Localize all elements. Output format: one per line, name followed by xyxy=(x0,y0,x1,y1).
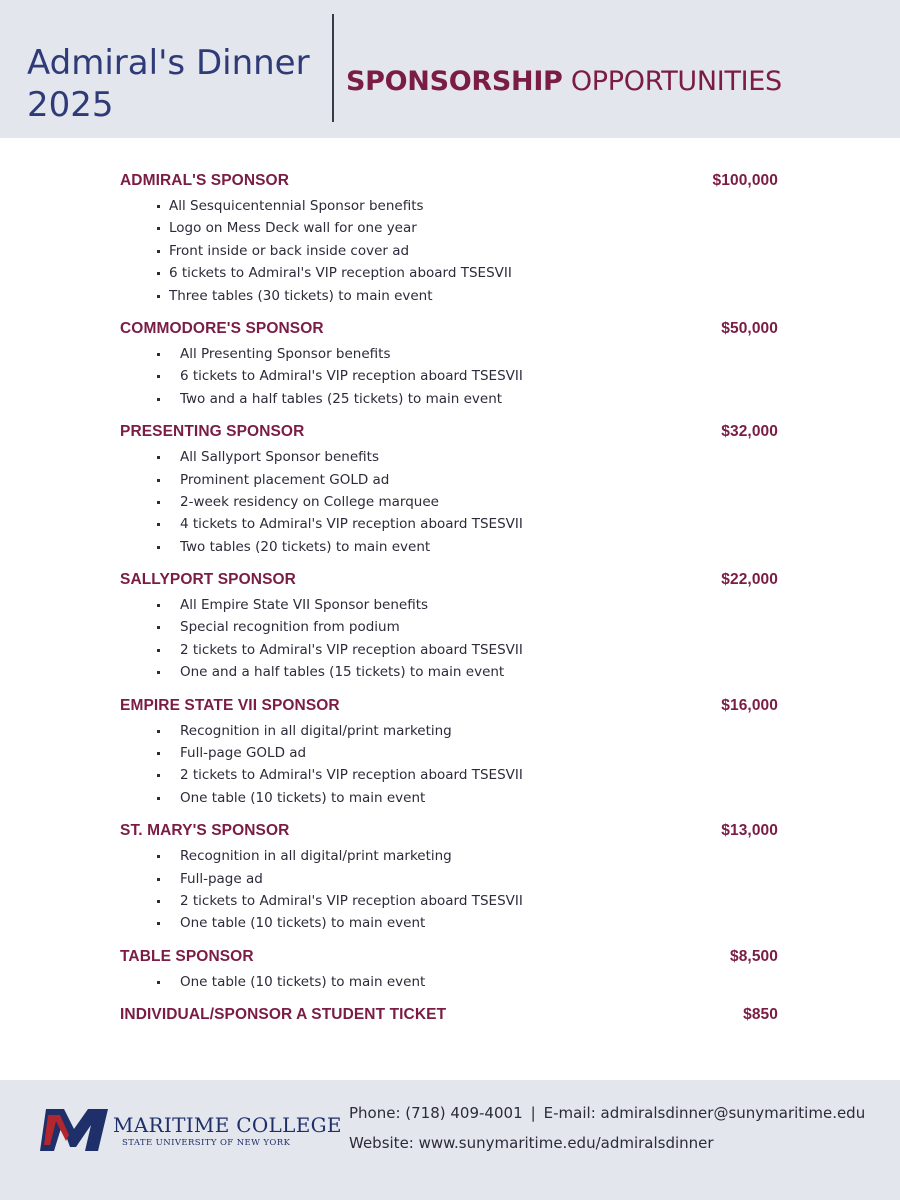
sponsorship-tier xyxy=(120,948,780,993)
tier-header xyxy=(120,948,780,971)
benefit-text: One table (10 tickets) to main event xyxy=(180,973,426,990)
benefit-item xyxy=(120,513,780,535)
tier-price: $50,000 xyxy=(721,319,778,337)
benefit-list xyxy=(120,195,780,307)
bullet-icon xyxy=(157,855,160,858)
bullet-icon xyxy=(157,456,160,459)
benefit-item xyxy=(120,845,780,867)
tier-name: ADMIRAL'S SPONSOR xyxy=(120,172,290,189)
bullet-icon xyxy=(157,479,160,482)
benefit-item xyxy=(120,388,780,410)
bullet-icon xyxy=(157,626,160,629)
tier-name: ST. MARY'S SPONSOR xyxy=(120,822,290,840)
bullet-icon xyxy=(157,546,160,549)
page-heading-light: OPPORTUNITIES xyxy=(570,66,782,97)
benefit-text: All Presenting Sponsor benefits xyxy=(180,345,391,362)
contact-info xyxy=(349,1098,865,1158)
bullet-icon xyxy=(157,398,160,401)
tier-price: $16,000 xyxy=(721,696,778,714)
bullet-icon xyxy=(157,604,160,607)
benefit-text: Recognition in all digital/print marketing xyxy=(180,722,452,739)
maritime-m-icon xyxy=(38,1107,110,1153)
bullet-icon xyxy=(157,730,160,733)
page-heading-bold: SPONSORSHIP xyxy=(346,66,563,97)
bullet-icon xyxy=(157,250,160,253)
benefit-text: Full-page ad xyxy=(180,870,263,887)
logo-subtitle: STATE UNIVERSITY OF NEW YORK xyxy=(122,1138,291,1148)
header-band xyxy=(0,0,900,138)
tier-name: TABLE SPONSOR xyxy=(120,947,254,965)
event-title-line2: 2025 xyxy=(27,85,114,125)
benefit-text: 6 tickets to Admiral's VIP reception aboard TSESVII xyxy=(169,265,512,282)
benefit-item xyxy=(120,594,780,616)
tier-price: $32,000 xyxy=(721,423,778,441)
benefit-text: 2 tickets to Admiral's VIP reception aboard TSESVII xyxy=(180,641,523,658)
tier-name: INDIVIDUAL/SPONSOR A STUDENT TICKET xyxy=(120,1006,447,1024)
benefit-text: All Sallyport Sponsor benefits xyxy=(180,449,379,466)
sponsorship-tier xyxy=(120,571,780,684)
contact-separator: | xyxy=(530,1104,536,1122)
benefit-item xyxy=(120,639,780,661)
benefit-text: Logo on Mess Deck wall for one year xyxy=(169,220,417,237)
benefit-item xyxy=(120,343,780,365)
benefit-item xyxy=(120,195,780,217)
event-title xyxy=(27,42,317,126)
benefit-item xyxy=(120,285,780,307)
benefit-text: Recognition in all digital/print marketing xyxy=(180,848,452,865)
sponsorship-tier-list xyxy=(120,172,780,1042)
bullet-icon xyxy=(157,227,160,230)
benefit-text: 2 tickets to Admiral's VIP reception aboard TSESVII xyxy=(180,767,523,784)
header-divider xyxy=(332,14,334,122)
bullet-icon xyxy=(157,205,160,208)
tier-header xyxy=(120,172,780,195)
bullet-icon xyxy=(157,353,160,356)
benefit-item xyxy=(120,661,780,683)
website-link[interactable]: Website: www.sunymaritime.edu/admiralsdinner xyxy=(349,1134,714,1152)
contact-line-1 xyxy=(349,1098,865,1128)
benefit-item xyxy=(120,446,780,468)
benefit-text: All Sesquicentennial Sponsor benefits xyxy=(169,198,424,214)
tier-price: $100,000 xyxy=(712,172,778,189)
tier-price: $850 xyxy=(743,1006,778,1024)
benefit-item xyxy=(120,365,780,387)
tier-name: PRESENTING SPONSOR xyxy=(120,423,305,441)
benefit-item xyxy=(120,217,780,239)
phone-text: Phone: (718) 409-4001 xyxy=(349,1104,523,1122)
bullet-icon xyxy=(157,878,160,881)
bullet-icon xyxy=(157,922,160,925)
tier-price: $8,500 xyxy=(729,947,778,965)
bullet-icon xyxy=(157,375,160,378)
benefit-text: Three tables (30 tickets) to main event xyxy=(169,287,433,304)
benefit-item xyxy=(120,262,780,284)
benefit-list xyxy=(120,343,780,410)
benefit-item xyxy=(120,491,780,513)
benefit-item xyxy=(120,912,780,934)
bullet-icon xyxy=(157,752,160,755)
benefit-text: 2-week residency on College marquee xyxy=(180,493,439,510)
bullet-icon xyxy=(157,272,160,275)
benefit-item xyxy=(120,616,780,638)
benefit-text: Prominent placement GOLD ad xyxy=(180,471,390,488)
benefit-list xyxy=(120,720,780,810)
benefit-list xyxy=(120,845,780,935)
tier-header xyxy=(120,697,780,720)
tier-price: $22,000 xyxy=(721,571,778,589)
benefit-list xyxy=(120,971,780,993)
bullet-icon xyxy=(157,295,160,298)
benefit-item xyxy=(120,971,780,993)
benefit-item xyxy=(120,890,780,912)
benefit-item xyxy=(120,720,780,742)
tier-name: EMPIRE STATE VII SPONSOR xyxy=(120,696,340,714)
sponsorship-tier xyxy=(120,320,780,410)
maritime-college-logo xyxy=(38,1107,342,1157)
tier-header xyxy=(120,822,780,845)
tier-header xyxy=(120,320,780,343)
tier-header xyxy=(120,1006,780,1029)
benefit-text: 2 tickets to Admiral's VIP reception aboard TSESVII xyxy=(180,892,523,909)
benefit-text: Full-page GOLD ad xyxy=(180,745,307,762)
benefit-item xyxy=(120,764,780,786)
benefit-text: Two and a half tables (25 tickets) to main event xyxy=(180,390,503,407)
sponsorship-tier xyxy=(120,822,780,935)
benefit-text: All Empire State VII Sponsor benefits xyxy=(180,597,429,614)
benefit-item xyxy=(120,536,780,558)
bullet-icon xyxy=(157,523,160,526)
logo-name: MARITIME COLLEGE xyxy=(113,1113,342,1137)
benefit-list xyxy=(120,594,780,684)
bullet-icon xyxy=(157,649,160,652)
bullet-icon xyxy=(157,774,160,777)
benefit-text: Front inside or back inside cover ad xyxy=(169,242,410,259)
benefit-item xyxy=(120,240,780,262)
benefit-text: 4 tickets to Admiral's VIP reception aboard TSESVII xyxy=(180,516,523,533)
benefit-text: Two tables (20 tickets) to main event xyxy=(180,538,431,555)
tier-price: $13,000 xyxy=(721,822,778,840)
bullet-icon xyxy=(157,797,160,800)
bullet-icon xyxy=(157,501,160,504)
tier-name: SALLYPORT SPONSOR xyxy=(120,571,296,589)
tier-header xyxy=(120,423,780,446)
sponsorship-tier xyxy=(120,697,780,810)
benefit-item xyxy=(120,742,780,764)
page-heading xyxy=(346,64,782,100)
email-link[interactable]: E-mail: admiralsdinner@sunymaritime.edu xyxy=(543,1104,866,1122)
tier-name: COMMODORE'S SPONSOR xyxy=(120,319,324,337)
bullet-icon xyxy=(157,671,160,674)
benefit-item xyxy=(120,469,780,491)
sponsorship-tier xyxy=(120,1006,780,1029)
benefit-item xyxy=(120,787,780,809)
sponsorship-tier xyxy=(120,172,780,307)
tier-header xyxy=(120,571,780,594)
benefit-text: One and a half tables (15 tickets) to main event xyxy=(180,664,505,681)
benefit-list xyxy=(120,446,780,558)
benefit-item xyxy=(120,868,780,890)
benefit-text: One table (10 tickets) to main event xyxy=(180,789,426,806)
benefit-text: 6 tickets to Admiral's VIP reception aboard TSESVII xyxy=(180,368,523,385)
event-title-line1: Admiral's Dinner xyxy=(27,43,310,83)
footer-band xyxy=(0,1080,900,1200)
benefit-text: One table (10 tickets) to main event xyxy=(180,915,426,932)
bullet-icon xyxy=(157,900,160,903)
bullet-icon xyxy=(157,981,160,984)
sponsorship-tier xyxy=(120,423,780,558)
benefit-text: Special recognition from podium xyxy=(180,619,400,636)
